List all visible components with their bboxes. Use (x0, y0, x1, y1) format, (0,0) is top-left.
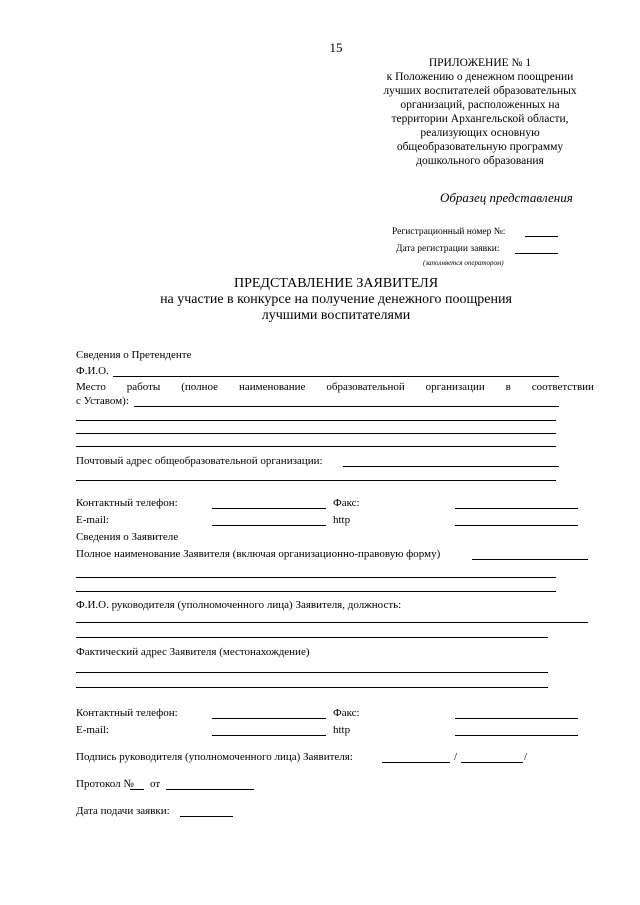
fio-label: Ф.И.О. (76, 365, 109, 377)
workplace-word: наименование (238, 381, 306, 393)
document-title: ПРЕДСТАВЛЕНИЕ ЗАЯВИТЕЛЯ (233, 276, 439, 291)
registration-date-field[interactable] (515, 253, 558, 254)
protocol-label: Протокол № (76, 778, 134, 790)
registration-number-field[interactable] (525, 236, 558, 237)
workplace-word: Место (76, 381, 106, 393)
protocol-number-field[interactable] (130, 789, 144, 790)
document-subtitle: на участие в конкурсе на получение денежного поощрения (160, 292, 512, 307)
workplace-field-line[interactable] (76, 446, 556, 447)
registration-note: (заполняется оператором) (423, 259, 504, 267)
fio-field[interactable] (113, 376, 559, 377)
applicant-http-field[interactable] (455, 735, 578, 736)
workplace-field-line[interactable] (76, 420, 556, 421)
submit-date-field[interactable] (180, 816, 233, 817)
applicant-fax-label: Факс: (333, 707, 360, 719)
document-heading (0, 276, 640, 324)
applicant-section-title: Сведения о Заявителе (76, 531, 179, 543)
signature-name-field[interactable] (461, 762, 523, 763)
applicant-address-field-line[interactable] (76, 687, 548, 688)
registration-date-label: Дата регистрации заявки: (396, 244, 500, 254)
workplace-word: работы (126, 381, 161, 393)
appendix-line: дошкольного образования (416, 155, 544, 167)
workplace-word: образовательной (326, 381, 405, 393)
protocol-date-field[interactable] (166, 789, 254, 790)
pretendent-fax-label: Факс: (333, 497, 360, 509)
applicant-fullname-label: Полное наименование Заявителя (включая организационно-правовую форму) (76, 548, 441, 560)
workplace-field-line[interactable] (76, 433, 556, 434)
pretendent-phone-field[interactable] (212, 508, 326, 509)
appendix-line: организаций, расположенных на (400, 99, 560, 111)
appendix-line: лучших воспитателей образовательных (383, 85, 577, 97)
appendix-line: ПРИЛОЖЕНИЕ № 1 (428, 57, 532, 69)
applicant-address-label: Фактический адрес Заявителя (местонахождение) (76, 646, 310, 658)
workplace-label (76, 381, 594, 394)
appendix-line: реализующих основную (420, 127, 540, 139)
signature-slash: / (524, 751, 528, 763)
document-subtitle: лучшими воспитателями (261, 308, 411, 323)
registration-number-label: Регистрационный номер №: (392, 227, 506, 237)
submit-date-label: Дата подачи заявки: (76, 805, 170, 817)
pretendent-fax-field[interactable] (455, 508, 578, 509)
pretendent-http-label: http (333, 514, 351, 526)
workplace-word: в (505, 381, 511, 393)
pretendent-email-field[interactable] (212, 525, 326, 526)
appendix-line: территории Архангельской области, (391, 113, 569, 125)
protocol-from-label: от (150, 778, 161, 790)
appendix-line: общеобразовательную программу (396, 141, 564, 153)
pretendent-section-title: Сведения о Претенденте (76, 349, 192, 361)
applicant-head-label: Ф.И.О. руководителя (уполномоченного лица) Заявителя, должность: (76, 599, 402, 611)
workplace-field[interactable] (134, 406, 559, 407)
applicant-phone-label: Контактный телефон: (76, 707, 178, 719)
applicant-fax-field[interactable] (455, 718, 578, 719)
signature-slash: / (454, 751, 458, 763)
workplace-word: организации (425, 381, 485, 393)
applicant-fullname-field-line[interactable] (76, 577, 556, 578)
appendix-line: к Положению о денежном поощрении (386, 71, 574, 83)
signature-label: Подпись руководителя (уполномоченного лица) Заявителя: (76, 751, 353, 763)
pretendent-phone-label: Контактный телефон: (76, 497, 178, 509)
postal-address-field[interactable] (343, 466, 559, 467)
postal-address-field-line[interactable] (76, 480, 556, 481)
applicant-phone-field[interactable] (212, 718, 326, 719)
applicant-fullname-field-line[interactable] (76, 591, 556, 592)
workplace-label-line2: с Уставом): (76, 395, 129, 407)
workplace-word: (полное (181, 381, 219, 393)
pretendent-email-label: E-mail: (76, 514, 109, 526)
applicant-email-label: E-mail: (76, 724, 109, 736)
applicant-http-label: http (333, 724, 351, 736)
workplace-word: соответствии (531, 381, 594, 393)
applicant-fullname-field[interactable] (472, 559, 588, 560)
pretendent-http-field[interactable] (455, 525, 578, 526)
applicant-email-field[interactable] (212, 735, 326, 736)
postal-address-label: Почтовый адрес общеобразовательной организации: (76, 455, 323, 467)
applicant-address-field[interactable] (76, 672, 548, 673)
applicant-head-field[interactable] (76, 622, 588, 623)
signature-field[interactable] (382, 762, 450, 763)
appendix-block (355, 56, 605, 168)
applicant-head-field-line[interactable] (76, 637, 548, 638)
page-number: 15 (329, 40, 343, 55)
sample-label: Образец представления (440, 190, 573, 205)
